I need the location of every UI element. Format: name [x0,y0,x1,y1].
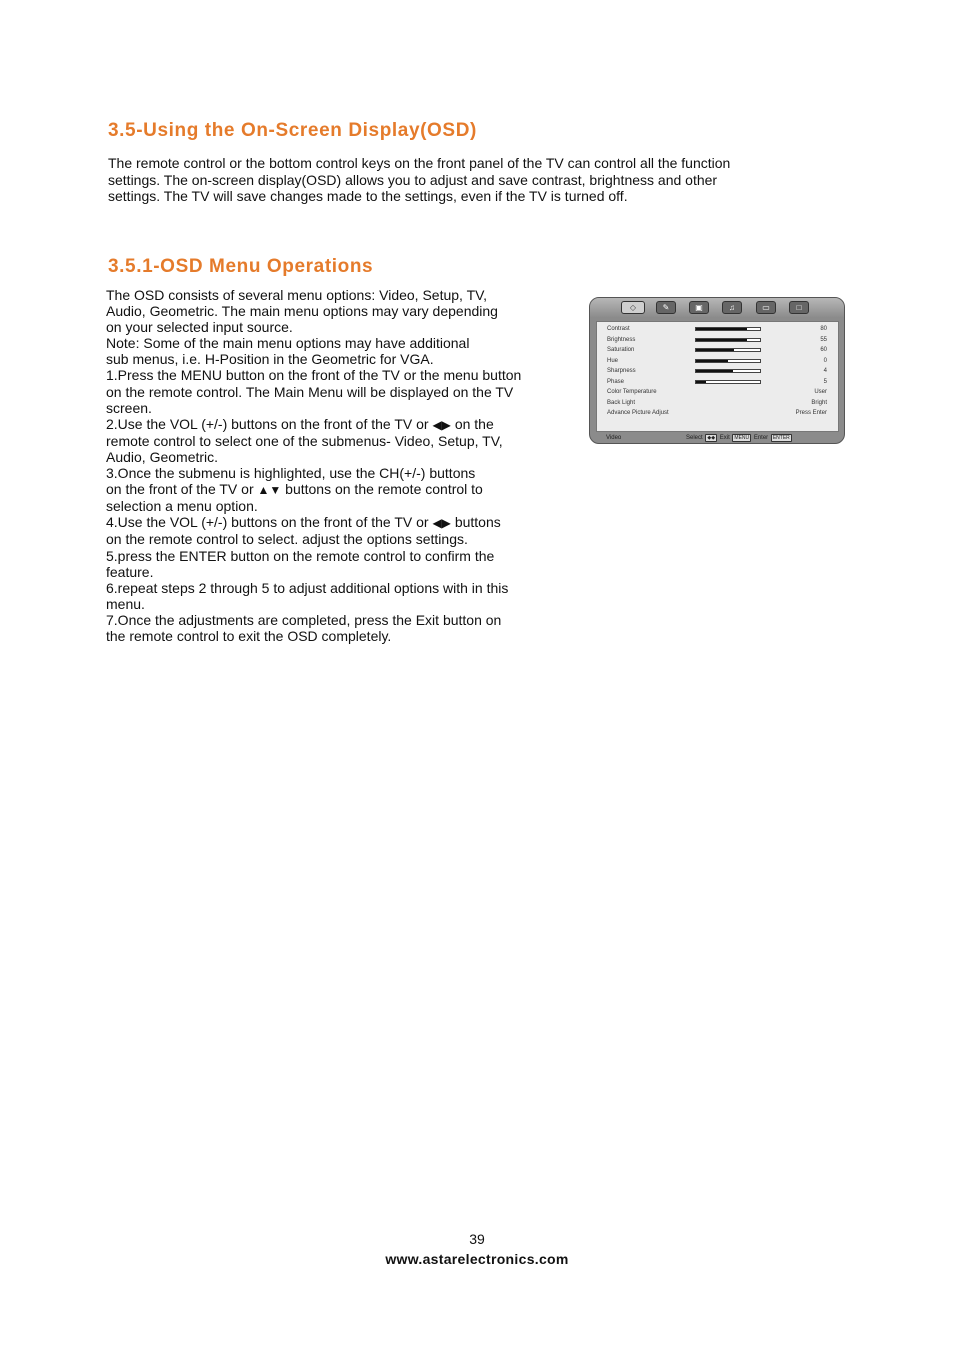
osd-row-value: User [814,389,827,395]
text-line: 6.repeat steps 2 through 5 to adjust additional options with in this [106,579,509,596]
left-right-arrows-icon: ◀▶ [432,516,451,531]
text-line [106,481,576,498]
section-intro [108,155,828,205]
text-line [106,514,576,531]
text-fragment: 4.Use the VOL (+/-) buttons on the front of the TV or [106,514,429,531]
osd-row-label: Contrast [607,326,630,332]
osd-level-bar [695,348,761,352]
osd-exit-label: Exit [719,435,730,441]
osd-panel [596,321,839,432]
osd-row-brightness [607,335,827,345]
osd-select-label: Select [686,435,703,441]
osd-row-color-temperature [607,387,827,397]
input-icon: □ [789,301,809,314]
osd-tab-bar [590,298,844,318]
osd-row-hue [607,356,827,366]
text-line: on your selected input source. [106,319,293,336]
tv-icon: ▣ [689,301,709,314]
text-line: Audio, Geometric. The main menu options may vary depending [106,303,498,320]
osd-level-fill [696,328,747,330]
osd-level-bar [695,369,761,373]
osd-row-back-light [607,398,827,408]
osd-row-phase [607,377,827,387]
osd-row-value: 55 [820,336,827,343]
text-line: feature. [106,563,154,580]
osd-level-fill [696,349,734,351]
osd-row-value: Press Enter [795,410,827,416]
text-line: on the remote control to select. adjust the options settings. [106,531,468,548]
text-line: 5.press the ENTER button on the remote control to confirm the [106,547,495,564]
osd-level-bar [695,380,761,384]
osd-row-contrast [607,324,827,334]
text-fragment: on the front of the TV or [106,481,254,498]
osd-row-value: 5 [823,378,827,385]
osd-row-label: Hue [607,357,619,364]
intro-line: The remote control or the bottom control keys on the front panel of the TV can control all the function [108,155,731,171]
osd-row-label: Saturation [607,347,635,353]
osd-row-label: Sharpness [607,368,636,374]
text-line: The OSD consists of several menu options: Video, Setup, TV, [106,287,488,303]
text-line: on the remote control. The Main Menu will be displayed on the TV [106,383,514,400]
video-icon: ◇ [621,301,645,314]
osd-row-advance-picture [607,408,827,418]
osd-exit-key: MENU [734,435,750,441]
text-fragment: on the [454,415,494,432]
osd-enter-key: ENTER [772,435,790,441]
text-fragment: buttons on the remote control to [285,481,483,498]
osd-row-label: Back Light [607,399,636,406]
text-line: 7.Once the adjustments are completed, press the Exit button on [106,611,502,628]
page-number: 39 [469,1231,485,1247]
osd-row-value: 80 [820,326,827,332]
osd-row-sharpness [607,366,827,376]
subsection-heading: 3.5.1-OSD Menu Operations [108,256,374,277]
section-heading: 3.5-Using the On-Screen Display(OSD) [108,120,477,141]
footer-website: www.astarelectronics.com [385,1251,569,1267]
left-right-arrows-icon: ◀▶ [432,417,451,432]
text-line: Audio, Geometric. [106,448,219,465]
text-line: screen. [106,399,152,416]
osd-row-value: 0 [823,357,827,364]
osd-row-value: 60 [820,347,827,353]
text-line: 1.Press the MENU button on the front of the TV or the menu button [106,367,522,384]
osd-key-hints [686,433,793,443]
osd-row-saturation [607,345,827,355]
text-line: sub menus, i.e. H-Position in the Geometric for VGA. [106,351,434,368]
osd-menu-screenshot [589,297,845,444]
text-line: remote control to select one of the submenus- Video, Setup, TV, [106,432,503,449]
text-line [106,416,576,433]
osd-enter-label: Enter [753,435,769,441]
text-fragment: buttons [454,514,501,531]
text-line: the remote control to exit the OSD completely. [106,627,392,644]
instructions-text [106,287,576,644]
arrow-keys-icon: ◆◆ [707,435,716,441]
osd-row-label: Color Temperature [607,389,657,395]
text-line: menu. [106,595,145,612]
osd-level-fill [696,339,747,341]
up-down-arrows-icon: ▲▼ [257,483,282,498]
text-line: Note: Some of the main menu options may have additional [106,335,470,352]
osd-row-value: 4 [823,368,827,374]
osd-source-label: Video [606,435,622,441]
osd-level-bar [695,338,761,342]
intro-line: settings. The on-screen display(OSD) allows you to adjust and save contrast, brightness and other [108,171,718,188]
osd-row-label: Brightness [607,336,636,343]
geometric-monitor-icon: ▭ [756,301,776,314]
audio-icon: ♫ [722,301,742,314]
text-fragment: 2.Use the VOL (+/-) buttons on the front of the TV or [106,415,429,432]
osd-status-bar [596,433,839,443]
osd-level-bar [695,359,761,363]
intro-line: settings. The TV will save changes made to the settings, even if the TV is turned off. [108,188,628,204]
osd-row-value: Bright [811,399,827,406]
osd-row-label: Phase [607,378,625,385]
osd-level-fill [696,370,733,372]
osd-level-fill [696,381,706,383]
text-line: selection a menu option. [106,498,258,515]
osd-level-fill [696,360,728,362]
osd-row-label: Advance Picture Adjust [607,410,669,416]
setup-wrench-icon: ✎ [656,301,676,314]
osd-level-bar [695,327,761,331]
text-line: 3.Once the submenu is highlighted, use the CH(+/-) buttons [106,465,476,482]
